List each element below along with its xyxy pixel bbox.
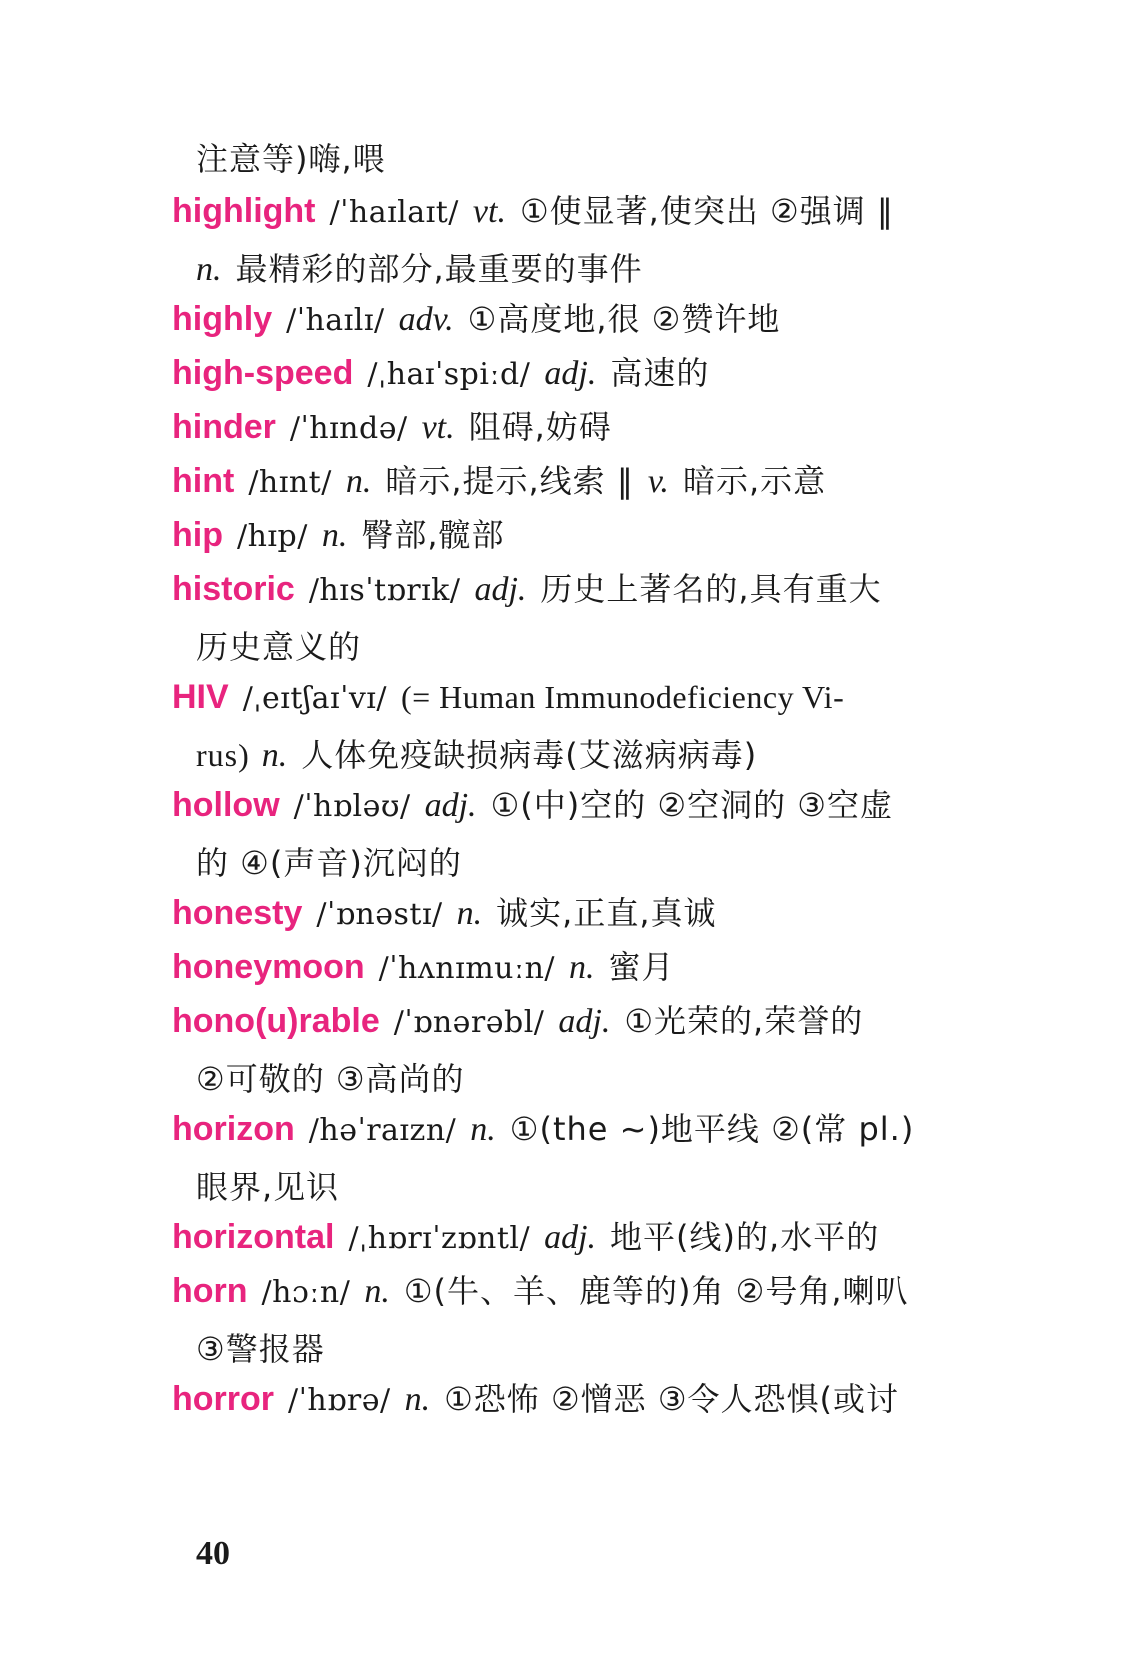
definition: 人体免疫缺损病毒(艾滋病病毒) bbox=[301, 736, 758, 774]
headword: hinder bbox=[172, 408, 276, 446]
part-of-speech: n. bbox=[321, 517, 348, 554]
part-of-speech: n. bbox=[569, 949, 595, 986]
entry-horizon bbox=[172, 1100, 972, 1216]
phonetic: /ˈɒnərəbl/ bbox=[393, 1005, 545, 1040]
part-of-speech-2: v. bbox=[647, 463, 669, 500]
phonetic: /hɪsˈtɒrɪk/ bbox=[308, 573, 461, 608]
definition: 臀部,髋部 bbox=[361, 516, 505, 554]
part-of-speech: adj. bbox=[544, 1219, 597, 1256]
headword: horizontal bbox=[172, 1218, 335, 1256]
part-of-speech: adj. bbox=[424, 787, 477, 824]
headword: hip bbox=[172, 516, 223, 554]
definition: 诚实,正直,真诚 bbox=[496, 894, 717, 932]
headword: horn bbox=[172, 1272, 248, 1310]
entry-hiv bbox=[172, 668, 972, 784]
headword: highly bbox=[172, 300, 273, 338]
phonetic: /ˈɒnəstɪ/ bbox=[316, 897, 443, 932]
note: (= Human Immunodeficiency Vi- bbox=[400, 679, 845, 715]
definition: 暗示,提示,线索 ‖ bbox=[385, 462, 634, 500]
page-number: 40 bbox=[196, 1535, 230, 1572]
phonetic: /hɔːn/ bbox=[261, 1275, 351, 1310]
part-of-speech: adj. bbox=[474, 571, 527, 608]
phonetic: /hɪnt/ bbox=[248, 465, 332, 500]
definition: ①光荣的,荣誉的 bbox=[624, 1002, 864, 1040]
definition: 历史意义的 bbox=[196, 628, 362, 666]
phonetic: /ˌeɪtʃaɪˈvɪ/ bbox=[242, 681, 387, 716]
definition-2: 暗示,示意 bbox=[682, 462, 827, 500]
headword: hint bbox=[172, 462, 235, 500]
phonetic: /ˈhaɪlaɪt/ bbox=[329, 195, 459, 230]
definition: ①(the ~)地平线 ②(常 pl.) bbox=[509, 1110, 915, 1148]
phonetic: /ˈhɒrə/ bbox=[288, 1383, 391, 1418]
headword: horizon bbox=[172, 1110, 295, 1148]
entry-hip bbox=[172, 506, 972, 564]
definition: 眼界,见识 bbox=[196, 1168, 340, 1206]
part-of-speech: n. bbox=[364, 1273, 390, 1310]
headword: honesty bbox=[172, 894, 303, 932]
part-of-speech: n. bbox=[404, 1381, 431, 1418]
entry-high-speed bbox=[172, 344, 972, 402]
part-of-speech: vt. bbox=[472, 193, 506, 230]
headword: hono(u)rable bbox=[172, 1002, 380, 1040]
definition: ①(中)空的 ②空洞的 ③空虚 bbox=[490, 786, 893, 824]
headword: historic bbox=[172, 570, 295, 608]
part-of-speech: n. bbox=[470, 1111, 496, 1148]
note-continuation: rus) bbox=[196, 737, 250, 773]
definition: ②可敬的 ③高尚的 bbox=[196, 1060, 465, 1098]
entry-highlight bbox=[172, 182, 972, 298]
definition: ③警报器 bbox=[196, 1330, 325, 1368]
phonetic: /ˈhaɪlɪ/ bbox=[286, 303, 385, 338]
definition: ①恐怖 ②憎恶 ③令人恐惧(或讨 bbox=[444, 1380, 899, 1418]
entry-horn bbox=[172, 1262, 972, 1378]
entry-horror bbox=[172, 1370, 972, 1428]
phonetic: /ˈhʌnɪmuːn/ bbox=[378, 951, 556, 986]
part-of-speech: adv. bbox=[398, 301, 454, 338]
part-of-speech: n. bbox=[456, 895, 483, 932]
headword: horror bbox=[172, 1380, 274, 1418]
definition: 高速的 bbox=[610, 354, 710, 392]
entry-highly bbox=[172, 290, 972, 348]
part-of-speech: adj. bbox=[544, 355, 597, 392]
part-of-speech: n. bbox=[196, 251, 222, 288]
definition: 的 ④(声音)沉闷的 bbox=[196, 844, 462, 882]
definition: ①高度地,很 ②赞许地 bbox=[467, 300, 781, 338]
definition: ①使显著,使突出 ②强调 ‖ bbox=[519, 192, 894, 230]
phonetic: /ˈhɪndə/ bbox=[289, 411, 408, 446]
headword: highlight bbox=[172, 192, 316, 230]
phonetic: /ˌhaɪˈspiːd/ bbox=[367, 357, 531, 392]
definition: 地平(线)的,水平的 bbox=[610, 1218, 880, 1256]
headword: hollow bbox=[172, 786, 280, 824]
continuation-text: 注意等)嗨,喂 bbox=[196, 140, 386, 178]
phonetic: /həˈraɪzn/ bbox=[308, 1113, 457, 1148]
phonetic: /ˈhɒləʊ/ bbox=[293, 789, 411, 824]
definition: 蜜月 bbox=[608, 948, 675, 986]
part-of-speech: n. bbox=[261, 737, 288, 774]
entry-historic bbox=[172, 560, 972, 676]
definition: 最精彩的部分,最重要的事件 bbox=[235, 250, 643, 288]
part-of-speech: n. bbox=[345, 463, 372, 500]
phonetic: /ˌhɒrɪˈzɒntl/ bbox=[348, 1221, 531, 1256]
entry-hint bbox=[172, 452, 972, 510]
entry-honourable bbox=[172, 992, 972, 1108]
phonetic: /hɪp/ bbox=[236, 519, 308, 554]
definition: 历史上著名的,具有重大 bbox=[540, 570, 882, 608]
entry-hinder bbox=[172, 398, 972, 456]
entry-honeymoon bbox=[172, 938, 972, 996]
definition: ①(牛、羊、鹿等的)角 ②号角,喇叭 bbox=[403, 1272, 909, 1310]
entry-hollow bbox=[172, 776, 972, 892]
part-of-speech: vt. bbox=[421, 409, 455, 446]
entry-honesty bbox=[172, 884, 972, 942]
entry-horizontal bbox=[172, 1208, 972, 1266]
top-continuation bbox=[172, 130, 972, 188]
headword: honeymoon bbox=[172, 948, 365, 986]
headword: high-speed bbox=[172, 354, 354, 392]
definition: 阻碍,妨碍 bbox=[468, 408, 612, 446]
headword: HIV bbox=[172, 678, 229, 716]
part-of-speech: adj. bbox=[558, 1003, 611, 1040]
